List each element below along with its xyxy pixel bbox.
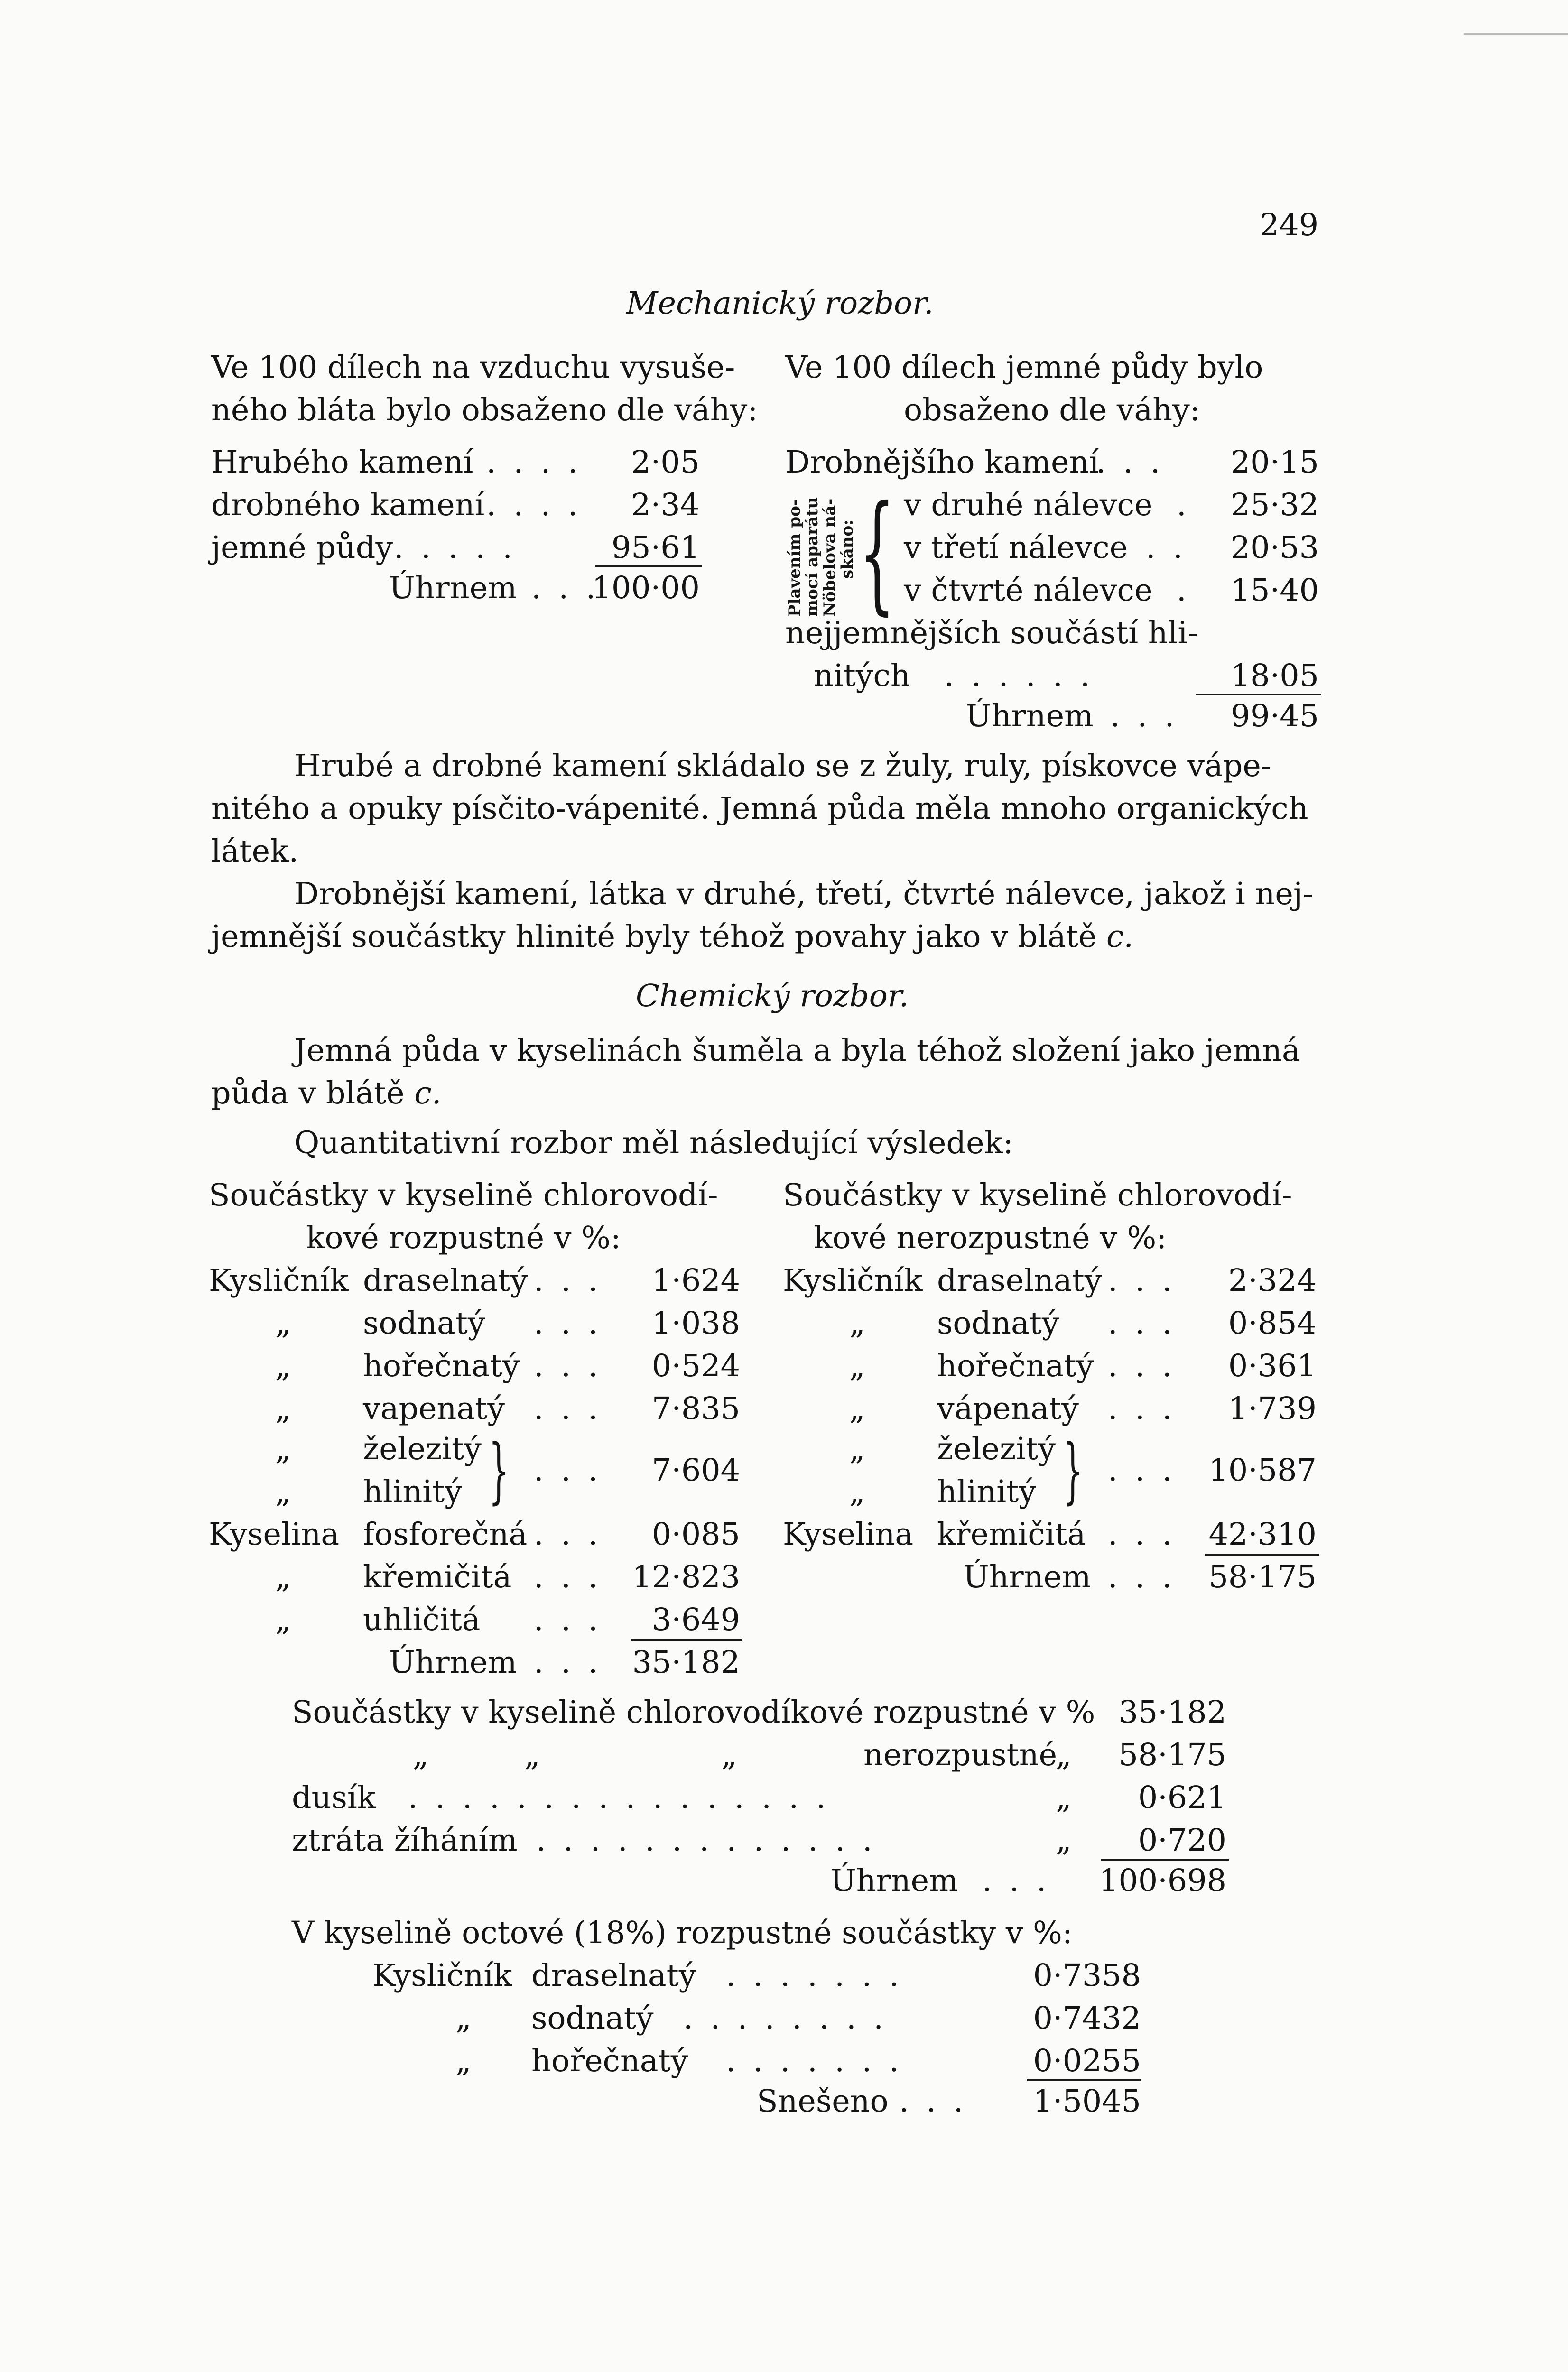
row-value: 0·7432 [1033,2001,1141,2036]
ditto-mark: „ [275,1559,291,1595]
row-value: 0·621 [1138,1780,1226,1816]
curly-brace-icon: } [489,1429,509,1512]
ditto-mark: „ [275,1602,291,1638]
leader-dots: . . . . . . . [726,1958,903,1993]
total-value: 100·698 [1099,1863,1226,1899]
paragraph-text: půda v blátě [211,1075,405,1111]
sum-rule [1205,1554,1319,1556]
vertical-label-line: mocí aparátu [803,497,822,617]
row-label: železitý [937,1431,1056,1467]
row-label: draselnatý [531,1958,696,1993]
row-value: 95·61 [611,530,700,565]
total-label: Snešeno [757,2084,889,2119]
row-label: jemné půdy [211,530,393,565]
ditto-mark: „ [849,1431,865,1467]
page-edge-mark [1464,0,1568,35]
ditto-mark: „ [275,1431,291,1467]
total-value: 99·45 [1230,698,1319,734]
ditto-mark: „ [275,1474,291,1510]
row-value: 0·0255 [1033,2043,1141,2079]
row-label: křemičitá [363,1559,512,1595]
ditto-mark: „ [275,1391,291,1427]
leader-dots: . . . [531,570,600,606]
vertical-label-line: Plavením po- [785,499,804,617]
row-value: 7·604 [651,1453,740,1488]
row-prefix: Kysličník [209,1263,349,1298]
ditto-mark: „ [721,1737,737,1773]
leader-dots: . . . . [486,487,582,523]
row-prefix: Kysličník [783,1263,923,1298]
row-prefix: Kysličník [372,1958,512,1993]
row-label: hlinitý [363,1474,462,1510]
row-value: 0·361 [1228,1348,1317,1384]
paragraph-line: látek. [211,834,299,869]
leader-dots: . . [1146,530,1187,565]
leader-dots: . . . [1108,1306,1176,1341]
leader-dots: . . . [534,1348,602,1384]
row-label: draselnatý [363,1263,528,1298]
leader-dots: . . . [534,1263,602,1298]
column-heading: Součástky v kyselině chlorovodí- [783,1177,1292,1213]
ditto-mark: „ [849,1391,865,1427]
leader-dots: . . . [1110,698,1178,734]
paragraph-italic: c. [414,1075,442,1111]
row-value: 2·05 [631,445,700,480]
leader-dots: . . . [534,1645,602,1680]
paragraph-line [211,1072,441,1115]
row-label: sodnatý [937,1306,1059,1341]
vertical-label-line: skáno: [838,519,857,579]
mechanical-heading: Mechanický rozbor. [626,286,934,321]
leader-dots: . . . . . . . . [683,2001,887,2036]
leader-dots: . . . . . [394,530,516,565]
row-value: 7·835 [651,1391,740,1427]
ditto-mark: „ [1056,1737,1072,1773]
row-value: 3·649 [651,1602,740,1638]
total-label: Úhrnem [963,1559,1091,1595]
row-prefix: Kyselina [783,1517,914,1552]
row-value: 25·32 [1230,487,1319,523]
total-value: 58·175 [1208,1559,1317,1595]
row-value: 1·739 [1228,1391,1317,1427]
row-value: 58·175 [1118,1737,1226,1773]
acetic-heading: V kyselině octové (18%) rozpustné součástky v %: [292,1915,1073,1951]
row-label: Drobnějšího kamení [785,445,1099,480]
row-value: 2·34 [631,487,700,523]
row-value: 10·587 [1208,1453,1317,1488]
total-value: 100·00 [592,570,700,606]
ditto-mark: „ [275,1306,291,1341]
total-value: 35·182 [632,1645,740,1680]
row-value: 18·05 [1230,658,1319,694]
ditto-mark: „ [849,1348,865,1384]
right-intro-line-2: obsaženo dle váhy: [904,392,1200,428]
leader-dots: . . . [1108,1559,1176,1595]
leader-dots: . . . [1108,1391,1176,1427]
row-label: ztráta žíháním [292,1823,518,1858]
leader-dots: . [1177,487,1190,523]
leader-dots: . . . [534,1559,602,1595]
column-heading: Součástky v kyselině chlorovodí- [209,1177,718,1213]
row-label: nerozpustné [863,1737,1058,1773]
row-value: 12·823 [632,1559,740,1595]
ditto-mark: „ [275,1348,291,1384]
left-intro-line-2: ného bláta bylo obsaženo dle váhy: [211,392,758,428]
row-label: hlinitý [937,1474,1036,1510]
leader-dots: . . . [534,1602,602,1638]
row-value: 42·310 [1208,1517,1317,1552]
row-label: drobného kamení [211,487,485,523]
leader-dots: . . . [534,1517,602,1552]
leader-dots: . . . [1108,1453,1176,1488]
ditto-mark: „ [455,2001,472,2036]
row-label: hořečnatý [363,1348,520,1384]
leader-dots: . . . [1108,1517,1176,1552]
row-label: sodnatý [363,1306,485,1341]
total-label: Úhrnem [389,570,517,606]
finest-line-1: nejjemnějších součástí hli- [785,615,1198,651]
curly-brace-icon: } [1063,1429,1083,1512]
page-number: 249 [1260,207,1319,243]
paragraph-line: Drobnější kamení, látka v druhé, třetí, čtvrté nálevce, jakož i nej- [294,876,1313,912]
row-value: 0·524 [651,1348,740,1384]
leader-dots: . . . . [486,445,582,480]
row-value: 1·038 [651,1306,740,1341]
leader-dots: . . . [982,1863,1050,1899]
row-value: 35·182 [1118,1695,1226,1730]
total-label: Úhrnem [389,1645,517,1680]
row-value: 20·53 [1230,530,1319,565]
leader-dots: . . . [1108,1348,1176,1384]
row-label: hořečnatý [531,2043,688,2079]
row-label: Hrubého kamení [211,445,473,480]
left-intro-line-1: Ve 100 dílech na vzduchu vysuše- [211,350,735,385]
curly-brace-icon: { [859,478,896,627]
row-value: 20·15 [1230,445,1319,480]
leader-dots: . . . . . . . [726,2043,903,2079]
row-value: 15·40 [1230,573,1319,608]
row-value: 0·854 [1228,1306,1317,1341]
total-label: Úhrnem [965,698,1094,734]
ditto-mark: „ [524,1737,540,1773]
column-heading: kové rozpustné v %: [306,1220,621,1256]
sum-rule [631,1639,742,1641]
ditto-mark: „ [1056,1780,1072,1816]
paragraph-line: Hrubé a drobné kamení skládalo se z žuly, ruly, pískovce vápe- [294,748,1271,784]
row-prefix: Kyselina [209,1517,340,1552]
row-label: vapenatý [363,1391,505,1427]
paragraph-line: Quantitativní rozbor měl následující výsledek: [294,1125,1013,1161]
row-label: v druhé nálevce [904,487,1153,523]
ditto-mark: „ [455,2043,472,2079]
leader-dots: . . . [1096,445,1164,480]
paragraph-line: nitého a opuky písčito-vápenité. Jemná půda měla mnoho organických [211,791,1308,826]
row-label: nitých [814,658,910,694]
leader-dots: . . . [899,2084,967,2119]
row-label: v čtvrté nálevce [904,573,1153,608]
leader-dots: . . . . . . [944,658,1094,694]
row-value: 0·720 [1138,1823,1226,1858]
row-label: hořečnatý [937,1348,1094,1384]
paragraph-text: jemnější součástky hlinité byly téhož povahy jako v blátě [211,919,1097,954]
row-value: 1·624 [651,1263,740,1298]
leader-dots: . . . . . . . . . . . . . . . . [408,1780,830,1816]
row-value: 2·324 [1228,1263,1317,1298]
leader-dots: . . . . . . . . . . . . . [536,1823,876,1858]
column-heading: kové nerozpustné v %: [814,1220,1167,1256]
ditto-mark: „ [1056,1823,1072,1858]
row-label: v třetí nálevce [904,530,1128,565]
row-label: uhličitá [363,1602,481,1638]
row-label: sodnatý [531,2001,654,2036]
right-intro-line-1: Ve 100 dílech jemné půdy bylo [785,350,1263,385]
leader-dots: . . . [1108,1263,1176,1298]
chemical-heading: Chemický rozbor. [636,978,909,1014]
paragraph-line: Jemná půda v kyselinách šuměla a byla téhož složení jako jemná [294,1033,1300,1068]
row-value: 0·7358 [1033,1958,1141,1993]
leader-dots: . . . [534,1453,602,1488]
row-label: draselnatý [937,1263,1102,1298]
ditto-mark: „ [413,1737,429,1773]
row-value: 0·085 [651,1517,740,1552]
leader-dots: . . . [534,1306,602,1341]
row-label: železitý [363,1431,482,1467]
row-label: fosforečná [363,1517,528,1552]
row-label: křemičitá [937,1517,1086,1552]
total-value: 1·5045 [1033,2084,1141,2119]
leader-dots: . . . [534,1391,602,1427]
vertical-label-line: Nöbelova ná- [820,498,839,617]
leader-dots: . [1177,573,1190,608]
row-label: vápenatý [937,1391,1079,1427]
ditto-mark: „ [849,1306,865,1341]
row-label: Součástky v kyselině chlorovodíkové rozpustné v % [292,1695,1095,1730]
row-label: dusík [292,1780,376,1816]
ditto-mark: „ [849,1474,865,1510]
paragraph-line [211,916,1133,958]
paragraph-italic: c. [1106,919,1134,954]
total-label: Úhrnem [830,1863,958,1899]
